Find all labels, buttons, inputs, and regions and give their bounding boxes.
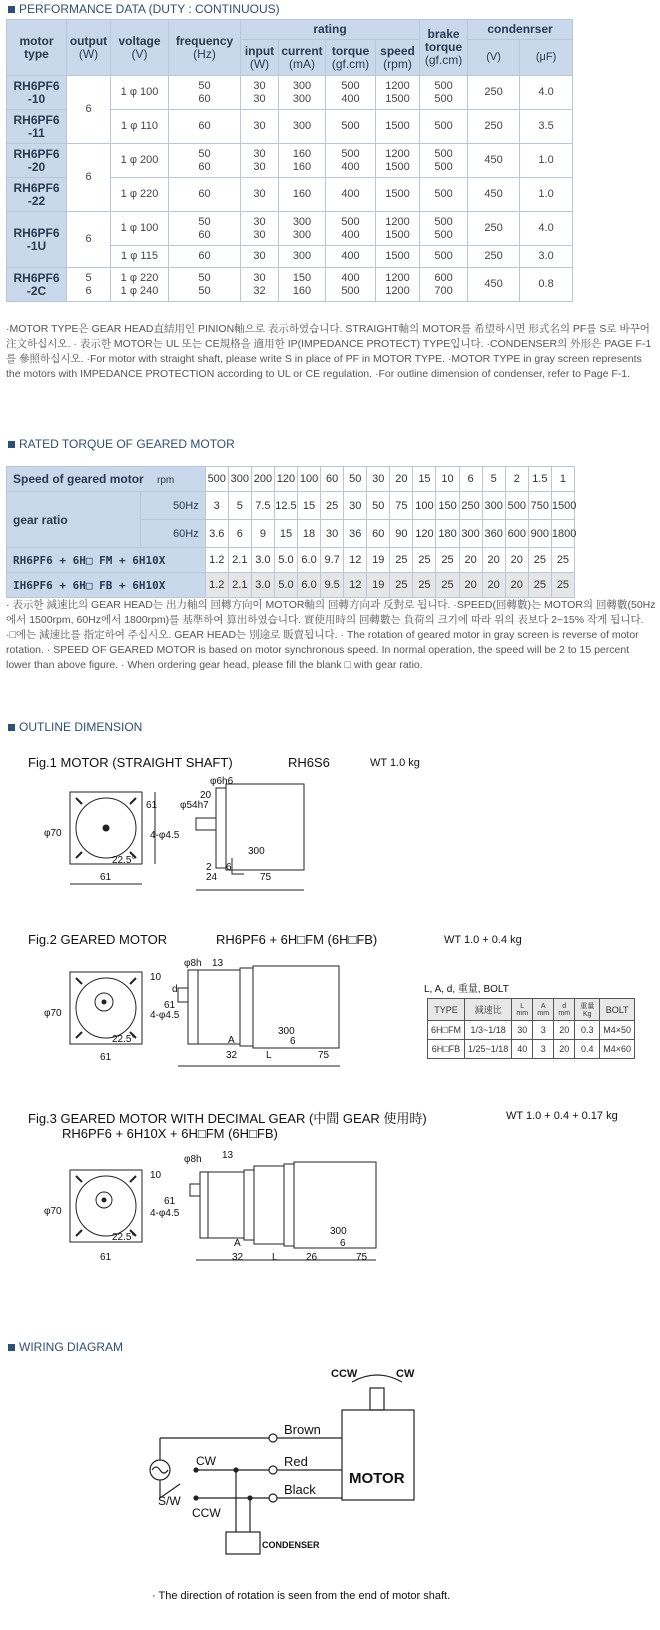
condenser-box	[226, 1532, 260, 1554]
dim-6: 6	[226, 862, 232, 873]
input-cell: 30 30	[241, 76, 279, 110]
ratio-cell: 3	[205, 492, 228, 520]
dim-6: 6	[340, 1238, 346, 1249]
brake-cell: 500 500	[420, 212, 468, 246]
dim-32: 32	[232, 1252, 244, 1263]
dim-61-side: 61	[164, 1196, 176, 1207]
fig1-weight: WT 1.0 kg	[370, 757, 420, 769]
dim-2: 2	[206, 862, 212, 873]
torque-cell: 20	[505, 548, 528, 573]
input-header: input (W)	[241, 40, 279, 76]
speed-cell: 1500	[376, 178, 420, 212]
table-row	[7, 212, 573, 246]
fig3-model: RH6PF6 + 6H10X + 6H□FM (6H□FB)	[62, 1126, 278, 1141]
brake-cell: 600 700	[420, 268, 468, 302]
switch-label: S/W	[158, 1494, 181, 1508]
speed-cell: 20	[390, 467, 413, 492]
fig3-drawing	[0, 1148, 660, 1278]
torque-cell: 25	[436, 573, 459, 598]
torque-cell: 20	[482, 573, 505, 598]
dim-A: A	[228, 1035, 235, 1046]
dim-L: L	[272, 1252, 278, 1263]
brake-torque-header: brake torque (gf.cm)	[420, 20, 468, 76]
square-bullet-icon	[8, 441, 15, 448]
motor-body	[226, 784, 304, 870]
speed-cell: 300	[228, 467, 251, 492]
bolt-cell: 1/25~1/18	[464, 1040, 511, 1059]
cond-uf-cell: 4.0	[520, 212, 573, 246]
voltage-header: voltage (V)	[111, 20, 169, 76]
dim-75: 75	[356, 1252, 368, 1263]
current-cell: 150 160	[279, 268, 326, 302]
torque-cell: 3.0	[251, 573, 274, 598]
table-row	[428, 1021, 635, 1040]
input-cell: 30	[241, 110, 279, 144]
bolt-header: TYPE	[428, 999, 465, 1021]
dim-300: 300	[330, 1226, 347, 1237]
motor-type-cell: RH6PF6 -2C	[7, 268, 67, 302]
freq-cell: 50 60	[169, 212, 241, 246]
dim-61-bottom: 61	[100, 1252, 112, 1263]
speed-cell: 50	[344, 467, 367, 492]
ratio-cell: 18	[298, 520, 321, 548]
speed-cell: 1	[551, 467, 574, 492]
cond-uf-cell: 1.0	[520, 178, 573, 212]
speed-cell: 60	[321, 467, 344, 492]
condenser-label: CONDENSER	[262, 1540, 320, 1550]
speed-cell: 1500	[376, 110, 420, 144]
table-row	[7, 573, 575, 598]
output-cell: 6	[67, 144, 111, 212]
torque-cell: 9.7	[321, 548, 344, 573]
table-row	[7, 76, 573, 110]
square-bullet-icon	[8, 6, 15, 13]
dim-4-phi: 4-φ4.5	[150, 1208, 180, 1219]
current-cell: 300 300	[279, 212, 326, 246]
torque-cell: 12	[344, 573, 367, 598]
fig3-weight: WT 1.0 + 0.4 + 0.17 kg	[506, 1110, 618, 1122]
torque-cell: 9.5	[321, 573, 344, 598]
voltage-cell: 1 φ 220	[111, 178, 169, 212]
ratio-cell: 90	[390, 520, 413, 548]
gear-ratio-label: gear ratio	[7, 492, 141, 548]
dim-phi8: φ8h	[184, 958, 202, 969]
torque-cell: 3.0	[251, 548, 274, 573]
dim-75: 75	[260, 872, 272, 883]
speed-row	[7, 467, 575, 492]
motor-type-header: motor type	[7, 20, 67, 76]
speed-cell: 1200 1500	[376, 212, 420, 246]
output-cell: 6	[67, 212, 111, 268]
ratio-cell: 15	[274, 520, 297, 548]
current-cell: 300	[279, 246, 326, 268]
dim-L: L	[266, 1050, 272, 1061]
speed-cell: 15	[413, 467, 436, 492]
rating-header: rating	[241, 20, 420, 40]
flange-side	[216, 788, 226, 868]
fig2-title: Fig.2 GEARED MOTOR	[28, 932, 168, 947]
cond-uf-cell: 4.0	[520, 76, 573, 110]
cond-v-cell: 250	[468, 76, 520, 110]
torque-section-title: RATED TORQUE OF GEARED MOTOR	[8, 437, 235, 451]
input-cell: 30 30	[241, 212, 279, 246]
performance-section-title: PERFORMANCE DATA (DUTY : CONTINUOUS)	[8, 2, 280, 16]
torque-cell: 6.0	[298, 548, 321, 573]
speed-cell: 500	[205, 467, 228, 492]
table-row	[7, 268, 573, 302]
bolt-cell: 6H□FB	[428, 1040, 465, 1059]
dim-4-phi: 4-φ4.5	[150, 830, 180, 841]
cond-v-cell: 450	[468, 144, 520, 178]
ratio-cell: 25	[321, 492, 344, 520]
torque-cell: 25	[390, 573, 413, 598]
dim-10: 10	[150, 1170, 162, 1181]
bolt-header: BOLT	[600, 999, 635, 1021]
ratio-cell: 36	[344, 520, 367, 548]
dim-4-phi: 4-φ4.5	[150, 1010, 180, 1021]
bolt-header: 重量 Kg	[575, 999, 600, 1021]
current-cell: 160	[279, 178, 326, 212]
ratio-cell: 100	[413, 492, 436, 520]
torque-cell: 2.1	[228, 573, 251, 598]
freq-cell: 50 60	[169, 144, 241, 178]
voltage-cell: 1 φ 110	[111, 110, 169, 144]
torque-cell: 25	[551, 573, 574, 598]
torque-cell: 400	[326, 178, 376, 212]
table-row	[428, 1040, 635, 1059]
freq-cell: 60	[169, 178, 241, 212]
speed-label-cell: Speed of geared motor rpm	[7, 467, 206, 492]
bolt-cell: 40	[512, 1040, 533, 1059]
dim-phi54: φ54h7	[180, 800, 209, 811]
bolt-header: 減速比	[464, 999, 511, 1021]
torque-cell: 20	[459, 548, 482, 573]
dim-61-side: 61	[146, 800, 158, 811]
dim-300: 300	[248, 846, 265, 857]
dim-phi70: φ70	[44, 1008, 62, 1019]
motor-type-cell: RH6PF6 -1U	[7, 212, 67, 268]
fig3-title: Fig.3 GEARED MOTOR WITH DECIMAL GEAR (中間 GEAR 使用時)	[28, 1111, 427, 1126]
bolt-cell: M4×60	[600, 1040, 635, 1059]
brake-cell: 500	[420, 110, 468, 144]
condenser-header: condenrser	[468, 20, 573, 40]
speed-cell: 6	[459, 467, 482, 492]
torque-cell: 5.0	[274, 548, 297, 573]
voltage-cell: 1 φ 200	[111, 144, 169, 178]
torque-cell: 6.0	[298, 573, 321, 598]
speed-cell: 2	[505, 467, 528, 492]
cond-v-header: (V)	[468, 40, 520, 76]
torque-cell: 5.0	[274, 573, 297, 598]
speed-header: speed (rpm)	[376, 40, 420, 76]
ratio-cell: 600	[505, 520, 528, 548]
torque-cell: 19	[367, 548, 390, 573]
speed-cell: 1200 1500	[376, 76, 420, 110]
cond-v-cell: 250	[468, 212, 520, 246]
ratio-cell: 6	[228, 520, 251, 548]
ratio-cell: 1500	[551, 492, 574, 520]
speed-cell: 1200 1200	[376, 268, 420, 302]
fig1-drawing	[0, 770, 660, 910]
fig1-model: RH6S6	[288, 755, 330, 770]
torque-header: torque (gf.cm)	[326, 40, 376, 76]
current-cell: 300 300	[279, 76, 326, 110]
dim-A: A	[234, 1238, 241, 1249]
voltage-cell: 1 φ 100	[111, 212, 169, 246]
row1-label: RH6PF6 + 6H□ FM + 6H10X	[7, 548, 206, 573]
torque-cell: 19	[367, 573, 390, 598]
freq-cell: 50 60	[169, 76, 241, 110]
motor-type-cell: RH6PF6 -20	[7, 144, 67, 178]
square-bullet-icon	[8, 724, 15, 731]
row2-label: IH6PF6 + 6H□ FB + 6H10X	[7, 573, 206, 598]
ratio-cell: 9	[251, 520, 274, 548]
motor-label: MOTOR	[349, 1470, 405, 1487]
brake-cell: 500 500	[420, 144, 468, 178]
red-label: Red	[284, 1454, 308, 1469]
torque-cell: 25	[551, 548, 574, 573]
torque-cell: 25	[528, 573, 551, 598]
dim-61-side: 61	[164, 1000, 176, 1011]
ratio-cell: 900	[528, 520, 551, 548]
cw-top-label: CW	[396, 1368, 415, 1380]
ratio-cell: 75	[390, 492, 413, 520]
speed-cell: 5	[482, 467, 505, 492]
fig2-model: RH6PF6 + 6H□FM (6H□FB)	[216, 932, 378, 947]
dim-13: 13	[212, 958, 224, 969]
bolt-cell: 0.4	[575, 1040, 600, 1059]
torque-table	[6, 466, 575, 598]
bolt-table	[427, 998, 635, 1059]
ratio-cell: 500	[505, 492, 528, 520]
dim-300: 300	[278, 1026, 295, 1037]
ratio-cell: 120	[413, 520, 436, 548]
torque-cell: 25	[528, 548, 551, 573]
cond-v-cell: 250	[468, 246, 520, 268]
output-cell: 6	[67, 76, 111, 144]
ratio-cell: 7.5	[251, 492, 274, 520]
dim-angle: 22.5°	[112, 1232, 136, 1243]
cw-switch-label: CW	[196, 1454, 216, 1468]
ccw-top-label: CCW	[331, 1368, 358, 1380]
cond-v-cell: 450	[468, 178, 520, 212]
motor-type-cell: RH6PF6 -11	[7, 110, 67, 144]
input-cell: 30	[241, 246, 279, 268]
torque-cell: 20	[482, 548, 505, 573]
dim-20: 20	[200, 790, 212, 801]
torque-cell: 500	[326, 110, 376, 144]
dim-6: 6	[290, 1036, 296, 1047]
dim-75: 75	[318, 1050, 330, 1061]
current-header: current (mA)	[279, 40, 326, 76]
ratio-cell: 50	[367, 492, 390, 520]
hz50-label: 50Hz	[141, 492, 205, 520]
voltage-cell: 1 φ 115	[111, 246, 169, 268]
cond-v-cell: 450	[468, 268, 520, 302]
ratio-cell: 1800	[551, 520, 574, 548]
dim-angle: 22.5°	[112, 855, 136, 866]
wiring-section-title: WIRING DIAGRAM	[8, 1340, 123, 1354]
torque-cell: 20	[505, 573, 528, 598]
cond-uf-header: (μF)	[520, 40, 573, 76]
torque-cell: 400	[326, 246, 376, 268]
ratio-cell: 360	[482, 520, 505, 548]
bolt-cell: 1/3~1/18	[464, 1021, 511, 1040]
fig2-weight: WT 1.0 + 0.4 kg	[444, 934, 522, 946]
input-cell: 30 30	[241, 144, 279, 178]
speed-cell: 100	[298, 467, 321, 492]
dim-24: 24	[206, 872, 218, 883]
ratio-cell: 30	[344, 492, 367, 520]
dim-32: 32	[226, 1050, 238, 1061]
hz60-label: 60Hz	[141, 520, 205, 548]
bolt-cell: 20	[554, 1040, 575, 1059]
torque-cell: 25	[390, 548, 413, 573]
torque-cell: 400 500	[326, 268, 376, 302]
wiring-drawing	[0, 1360, 660, 1600]
cond-uf-cell: 1.0	[520, 144, 573, 178]
ratio-cell: 300	[459, 520, 482, 548]
speed-cell: 1200 1500	[376, 144, 420, 178]
ratio-cell: 30	[321, 520, 344, 548]
bolt-cell: 6H□FM	[428, 1021, 465, 1040]
output-cell: 5 6	[67, 268, 111, 302]
square-bullet-icon	[8, 1344, 15, 1351]
current-cell: 300	[279, 110, 326, 144]
ratio-cell: 60	[367, 520, 390, 548]
freq-cell: 60	[169, 110, 241, 144]
black-label: Black	[284, 1482, 316, 1497]
dim-10: 10	[150, 972, 162, 983]
dim-26: 26	[306, 1252, 318, 1263]
dim-phi70: φ70	[44, 1206, 62, 1217]
freq-cell: 50 50	[169, 268, 241, 302]
torque-cell: 25	[413, 548, 436, 573]
wiring-note: · The direction of rotation is seen from the end of motor shaft.	[152, 1590, 451, 1602]
dim-phi70: φ70	[44, 828, 62, 839]
cond-uf-cell: 3.0	[520, 246, 573, 268]
brake-cell: 500 500	[420, 76, 468, 110]
speed-cell: 1500	[376, 246, 420, 268]
table-row	[7, 548, 575, 573]
torque-cell: 2.1	[228, 548, 251, 573]
motor-type-cell: RH6PF6 -10	[7, 76, 67, 110]
ratio-cell: 150	[436, 492, 459, 520]
torque-cell: 500 400	[326, 212, 376, 246]
motor-type-cell: RH6PF6 -22	[7, 178, 67, 212]
speed-cell: 120	[274, 467, 297, 492]
bolt-header: A mm	[533, 999, 554, 1021]
motor-shaft	[370, 1388, 384, 1410]
cond-uf-cell: 3.5	[520, 110, 573, 144]
bolt-cell: 0.3	[575, 1021, 600, 1040]
dim-61-bottom: 61	[100, 872, 112, 883]
output-header: output (W)	[67, 20, 111, 76]
ratio50-row	[7, 492, 575, 520]
dim-61-bottom: 61	[100, 1052, 112, 1063]
ccw-switch-label: CCW	[192, 1506, 221, 1520]
performance-note: ·MOTOR TYPE은 GEAR HEAD直結用인 PINION軸으로 表示하였습니다. STRAIGHT軸의 MOTOR를 希望하시면 形式名의 PF를 S로 바꾸어 注文하십시오. · 表示한 MOTOR는 UL 또는 CE規格을 適用한 IP(IMPEDANCE PROTECT) TYPE입니다. ·CONDENSER의 外形은 PAGE F-1를 參照하십시오. ·For motor with straight shaft, please write S in place of PF in MOTOR TYPE. ·MOTOR TYPE in gray screen represents the motors with IMPEDANCE PROTECTION according to UL or CE regulation. ·For outline dimension of condenser, refer to Page F-1.	[6, 323, 652, 380]
dim-13: 13	[222, 1150, 234, 1161]
table-row	[7, 144, 573, 178]
cond-uf-cell: 0.8	[520, 268, 573, 302]
ratio-cell: 12.5	[274, 492, 297, 520]
bolt-cell: 3	[533, 1021, 554, 1040]
voltage-cell: 1 φ 220 1 φ 240	[111, 268, 169, 302]
input-cell: 30 32	[241, 268, 279, 302]
freq-cell: 60	[169, 246, 241, 268]
performance-table	[6, 19, 573, 302]
torque-cell: 500 400	[326, 76, 376, 110]
ratio-cell: 750	[528, 492, 551, 520]
speed-cell: 1.5	[528, 467, 551, 492]
bolt-header: d mm	[554, 999, 575, 1021]
ratio-cell: 5	[228, 492, 251, 520]
bolt-cell: 3	[533, 1040, 554, 1059]
torque-cell: 25	[413, 573, 436, 598]
dim-d: d	[172, 984, 178, 995]
outline-section-title: OUTLINE DIMENSION	[8, 720, 142, 734]
ratio-cell: 250	[459, 492, 482, 520]
torque-note: · 表示한 減速比의 GEAR HEAD는 出力軸의 回轉方向이 MOTOR軸의 回轉方向과 反對로 됩니다. ·SPEED(回轉數)는 MOTOR의 回轉數(50Hz에서 1500rpm, 60Hz에서 1800rpm)를 基準하여 算出하였습니다. 實使用時의 回轉數는 負荷의 크기에 따라 위의 表보다 2~15% 작게 됩니다. ·□에는 減速比를 指定하여 주십시오. GEAR HEAD는 別途로 販賣됩니다. · The rotation of geared motor in gray screen is reverse of motor rotation. · SPEED OF GEARED MOTOR is based on motor synchronous speed. In normal operation, the speed will be 2 to 15 percent lower than above figure. · When ordering gear head, please fill the blank □ with gear ratio.	[6, 599, 656, 671]
speed-cell: 200	[251, 467, 274, 492]
voltage-cell: 1 φ 100	[111, 76, 169, 110]
brake-cell: 500	[420, 246, 468, 268]
brake-cell: 500	[420, 178, 468, 212]
bolt-header: L mm	[512, 999, 533, 1021]
speed-cell: 30	[367, 467, 390, 492]
torque-cell: 1.2	[205, 548, 228, 573]
ratio-cell: 3.6	[205, 520, 228, 548]
cond-v-cell: 250	[468, 110, 520, 144]
ratio-cell: 180	[436, 520, 459, 548]
torque-cell: 1.2	[205, 573, 228, 598]
bolt-header-row	[428, 999, 635, 1021]
frequency-header: frequency (Hz)	[169, 20, 241, 76]
bolt-cell: 20	[554, 1021, 575, 1040]
torque-cell: 20	[459, 573, 482, 598]
dim-phi6: φ6h6	[210, 776, 234, 787]
dim-phi8: φ8h	[184, 1154, 202, 1165]
torque-cell: 25	[436, 548, 459, 573]
brown-label: Brown	[284, 1422, 321, 1437]
current-cell: 160 160	[279, 144, 326, 178]
input-cell: 30	[241, 178, 279, 212]
speed-cell: 10	[436, 467, 459, 492]
shaft	[196, 818, 216, 830]
fig1-title: Fig.1 MOTOR (STRAIGHT SHAFT)	[28, 755, 233, 770]
ratio-cell: 15	[298, 492, 321, 520]
bolt-caption: L, A, d, 重量, BOLT	[424, 984, 509, 995]
bolt-cell: 30	[512, 1021, 533, 1040]
dim-angle: 22.5°	[112, 1034, 136, 1045]
ratio-cell: 300	[482, 492, 505, 520]
torque-cell: 500 400	[326, 144, 376, 178]
bolt-cell: M4×50	[600, 1021, 635, 1040]
torque-cell: 12	[344, 548, 367, 573]
